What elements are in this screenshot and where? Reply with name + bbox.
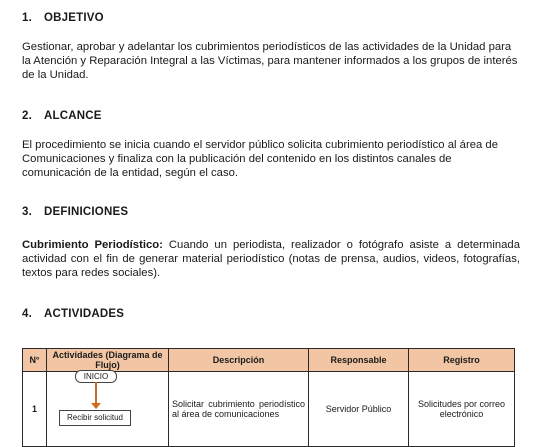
- flow-diagram-cell: [47, 372, 169, 447]
- row-record: Solicitudes por correo electrónico: [409, 372, 515, 447]
- section-number: 4.: [22, 308, 32, 320]
- header-record: Registro: [409, 349, 515, 372]
- objetivo-paragraph: Gestionar, aprobar y adelantar los cubrimientos periodísticos de las actividades de la Unidad para la Atención y Reparación Integral a las Víctimas, para mantener informados a los grupos de interés de la Unidad.: [22, 41, 518, 82]
- flow-arrow-head: [91, 403, 101, 409]
- section-title: ACTIVIDADES: [44, 308, 125, 320]
- row-number: 1: [23, 372, 47, 447]
- section-number: 1.: [22, 12, 32, 24]
- header-activities: Actividades (Diagrama de Flujo): [47, 349, 169, 372]
- definition-term: Cubrimiento Periodístico:: [22, 239, 163, 251]
- row-description: Solicitar cubrimiento periodístico al área de comunicaciones: [169, 372, 309, 447]
- flow-arrow-line: [95, 382, 97, 404]
- activities-table: [22, 348, 515, 447]
- section-title: ALCANCE: [44, 110, 102, 122]
- section-title: DEFINICIONES: [44, 206, 129, 218]
- header-description: Descripción: [169, 349, 309, 372]
- section-heading-objetivo: [22, 12, 104, 24]
- row-responsible: Servidor Público: [309, 372, 409, 447]
- table-header-row: [23, 349, 515, 372]
- header-responsible: Responsable: [309, 349, 409, 372]
- header-number: N°: [23, 349, 47, 372]
- flow-step-box: Recibir solicitud: [59, 410, 131, 426]
- flow-start-terminal: INICIO: [75, 370, 117, 383]
- section-number: 2.: [22, 110, 32, 122]
- section-heading-definiciones: [22, 206, 128, 218]
- alcance-paragraph: El procedimiento se inicia cuando el servidor público solicita cubrimiento periodístico al área de Comunicaciones y finaliza con la publicación del contenido en los distintos canales de comunicación de la entidad, según el caso.: [22, 139, 498, 180]
- section-number: 3.: [22, 206, 32, 218]
- section-title: OBJETIVO: [44, 12, 104, 24]
- section-heading-alcance: [22, 110, 102, 122]
- table-row: [23, 372, 515, 447]
- definiciones-paragraph: [22, 238, 520, 281]
- section-heading-actividades: [22, 308, 124, 320]
- definition-text: Cuando un periodista, realizador o fotógrafo asiste a determinada actividad con el fin de generar material periodístico (notas de prensa, audios, videos, fotografías, textos para redes sociales).: [22, 239, 520, 280]
